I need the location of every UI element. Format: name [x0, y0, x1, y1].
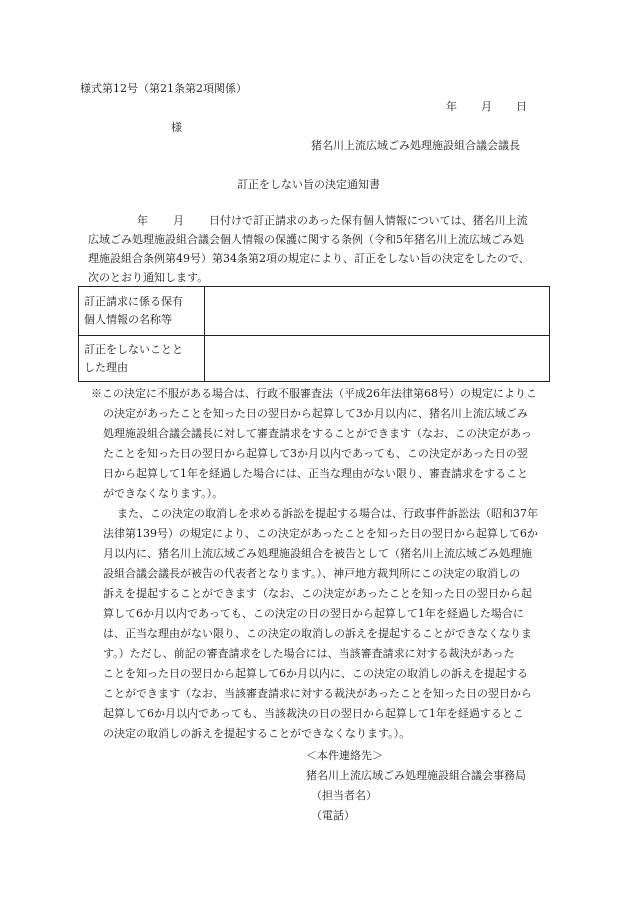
date-day-label: 日	[516, 100, 527, 113]
note-line: ※この決定に不服がある場合は、行政不服審査法（平成26年法律第68号）の規定によりこ	[91, 387, 537, 400]
intro-line: 次のとおり通知します。	[88, 271, 209, 284]
table-value-cell[interactable]	[205, 287, 550, 336]
date-month-label: 月	[481, 100, 492, 113]
table-row	[79, 287, 550, 336]
note-line: 起算して6か月以内であっても、当該裁決の日の翌日から起算して1年を経過するとこ	[103, 707, 524, 720]
note-line: の決定があったことを知った日の翌日から起算して3か月以内に、猪名川上流広域ごみ	[103, 407, 528, 420]
note-line: ことができます（なお、当該審査請求に対する裁決があったことを知った日の翌日から	[103, 687, 532, 700]
document-title: 訂正をしない旨の決定通知書	[237, 178, 380, 191]
intro-line: 日付けで訂正請求のあった保有個人情報については、猪名川上流	[209, 214, 528, 227]
date-year-label: 年	[446, 100, 457, 113]
note-line: の決定の取消しの訴えを提起することができなくなります。）。	[103, 727, 411, 740]
contact-office: 猪名川上流広域ごみ処理施設組合議会事務局	[306, 769, 526, 782]
note-line: 法律第139号）の規定により、この決定があったことを知った日の翌日から起算して6か	[103, 527, 538, 540]
note-line: また、この決定の取消しを求める訴訟を提起する場合は、行政事件訴訟法（昭和37年	[117, 507, 538, 520]
contact-phone: （電話）	[311, 809, 355, 822]
label-line: 訂正をしないことと	[84, 342, 183, 356]
form-number: 様式第12号（第21条第2項関係）	[80, 82, 247, 95]
note-line: ことを知った日の翌日から起算して6か月以内に、この決定の取消しの訴えを提起する	[103, 667, 528, 680]
note-line: たことを知った日の翌日から起算して3か月以内であっても、この決定があった日の翌	[103, 447, 528, 460]
intro-year-label: 年	[137, 214, 148, 227]
intro-line: 理施設組合条例第49号）第34条第2項の規定により、訂正をしない旨の決定をしたので、	[88, 252, 530, 265]
table-label-cell	[79, 336, 205, 382]
note-line: 処理施設組合議会議長に対して審査請求をすることができます（なお、この決定があっ	[103, 427, 532, 440]
recipient-suffix: 様	[171, 121, 182, 134]
label-line: 個人情報の名称等	[84, 313, 172, 326]
intro-month-label: 月	[173, 214, 184, 227]
note-line: は、正当な理由がない限り、この決定の取消しの訴えを提起することができなくなりま	[103, 627, 532, 640]
label-line: 訂正請求に係る保有	[84, 295, 183, 308]
contact-heading: ＜本件連絡先＞	[306, 749, 383, 762]
intro-line: 広域ごみ処理施設組合議会個人情報の保護に関する条例（令和5年猪名川上流広域ごみ処	[88, 233, 524, 246]
contact-person: （担当者名）	[311, 789, 377, 802]
note-line: 日から起算して1年を経過した場合には、正当な理由がない限り、審査請求をすること	[103, 467, 528, 480]
note-line: す。）ただし、前記の審査請求をした場合には、当該審査請求に対する裁決があった	[103, 647, 515, 660]
sender-name: 猪名川上流広域ごみ処理施設組合議会議長	[311, 139, 520, 152]
note-line: 月以内に、猪名川上流広域ごみ処理施設組合を被告として（猪名川上流広域ごみ処理施	[103, 547, 532, 560]
table-row	[79, 336, 550, 382]
table-label-cell	[79, 287, 205, 336]
label-line: した理由	[84, 360, 128, 374]
note-line: ができなくなります。）。	[103, 487, 224, 500]
note-line: 設組合議会議長が被告の代表者となります。）、神戸地方裁判所にこの決定の取消しの	[103, 567, 521, 580]
info-table	[78, 286, 550, 382]
note-line: 訴えを提起することができます（なお、この決定があったことを知った日の翌日から起	[103, 587, 532, 600]
note-line: 算して6か月以内であっても、この決定の日の翌日から起算して1年を経過した場合に	[103, 607, 524, 620]
table-value-cell[interactable]	[205, 336, 550, 382]
